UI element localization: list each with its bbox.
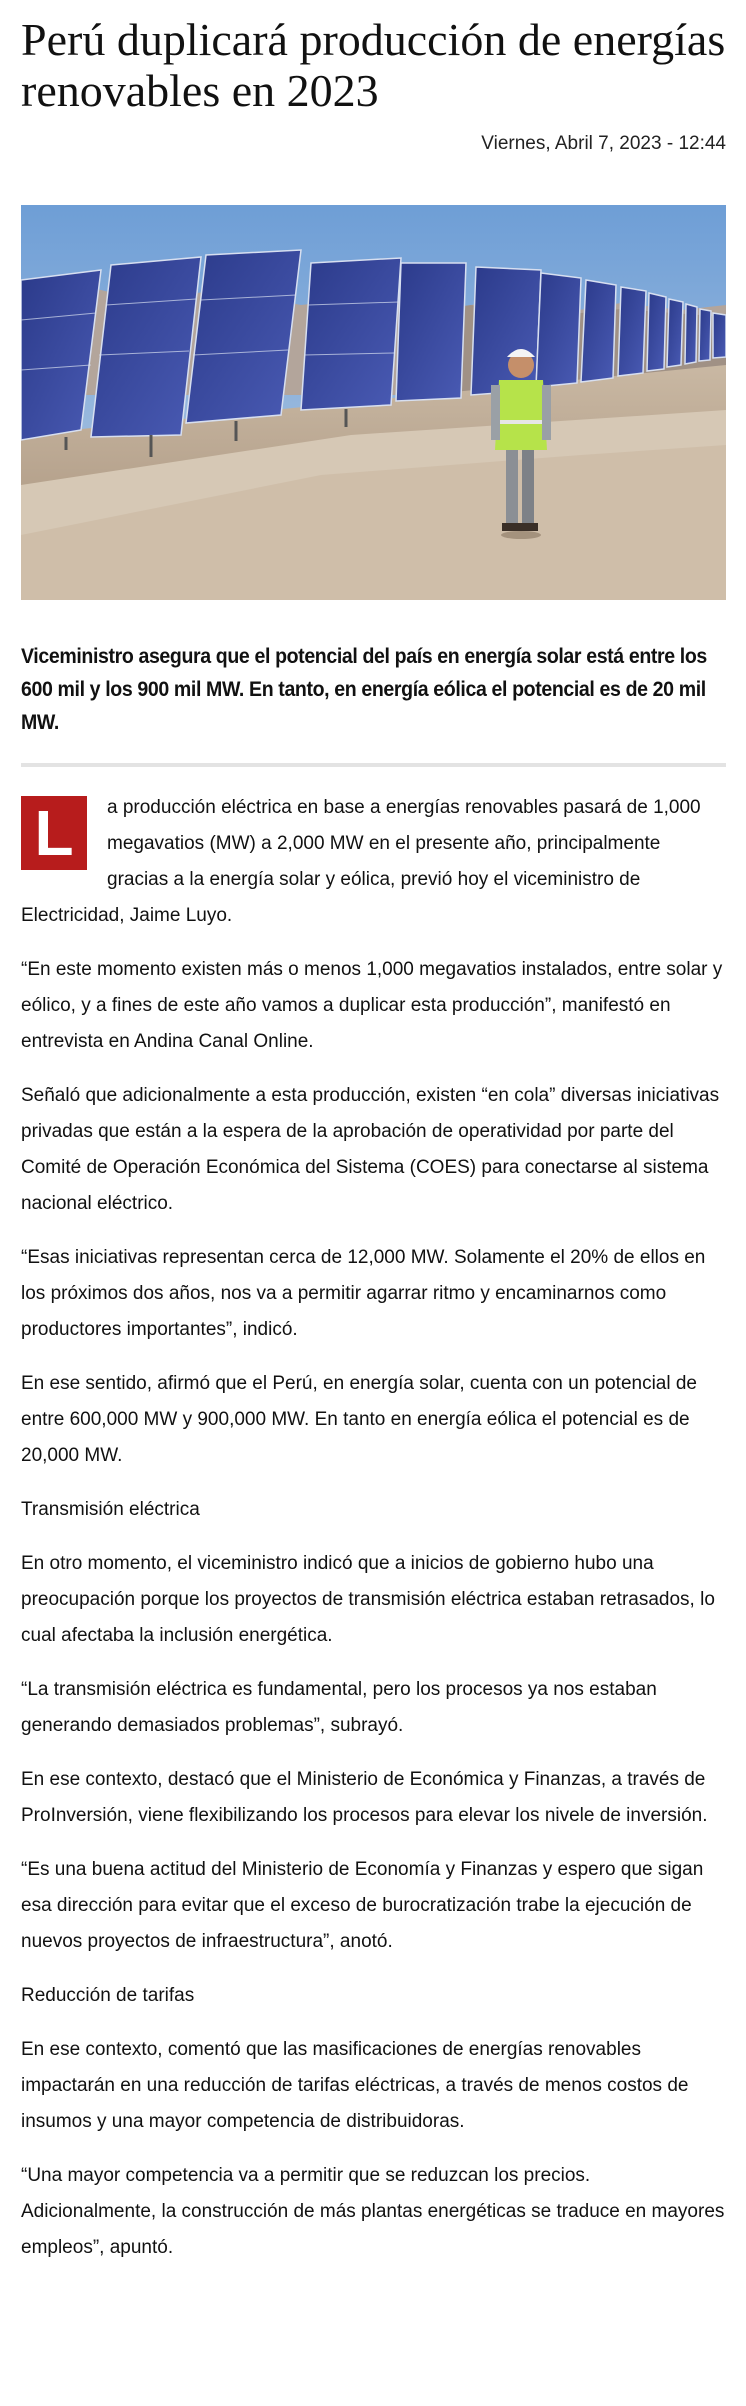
article-date: Viernes, Abril 7, 2023 - 12:44 bbox=[481, 133, 726, 154]
article-summary: Viceministro asegura que el potencial del país en energía solar está entre los 600 mil y los 900 mil MW. En tanto, en energía eólica el potencial es de 20 mil MW. bbox=[21, 645, 707, 734]
first-paragraph bbox=[21, 790, 726, 934]
article-title: Perú duplicará producción de energías renovables en 2023 bbox=[21, 14, 726, 116]
subheading-tarifas: Reducción de tarifas bbox=[21, 1985, 195, 2006]
paragraph: “Una mayor competencia va a permitir que se reduzcan los precios. Adicionalmente, la construcción de más plantas energéticas se traduce en mayores empleos”, apuntó. bbox=[21, 2165, 725, 2258]
divider bbox=[21, 763, 726, 767]
first-paragraph-text: a producción eléctrica en base a energías renovables pasará de 1,000 megavatios (MW) a 2,000 MW en el presente año, principalmente gracias a la energía solar y eólica, previó hoy el viceministro de Electricidad, Jaime Luyo. bbox=[21, 797, 701, 926]
solar-farm-photo-icon bbox=[21, 205, 726, 600]
paragraph: En ese contexto, destacó que el Ministerio de Económica y Finanzas, a través de ProInversión, viene flexibilizando los procesos para elevar los nivele de inversión. bbox=[21, 1769, 708, 1826]
article-body bbox=[21, 790, 726, 2284]
subheading-transmision: Transmisión eléctrica bbox=[21, 1499, 200, 1520]
paragraph: Señaló que adicionalmente a esta producción, existen “en cola” diversas iniciativas privadas que están a la espera de la aprobación de operatividad por parte del Comité de Operación Económica del Sistema (COES) para conectarse al sistema nacional eléctrico. bbox=[21, 1085, 720, 1214]
paragraph: “Esas iniciativas representan cerca de 12,000 MW. Solamente el 20% de ellos en los próximos dos años, nos va a permitir agarrar ritmo y encaminarnos como productores importantes”, indicó. bbox=[21, 1247, 706, 1340]
paragraph: “La transmisión eléctrica es fundamental, pero los procesos ya nos estaban generando demasiados problemas”, subrayó. bbox=[21, 1679, 657, 1736]
paragraph: En ese contexto, comentó que las masificaciones de energías renovables impactarán en una reducción de tarifas eléctricas, a través de menos costos de insumos y una mayor competencia de distribuidoras. bbox=[21, 2039, 689, 2132]
paragraph: En otro momento, el viceministro indicó que a inicios de gobierno hubo una preocupación porque los proyectos de transmisión eléctrica estaban retrasados, lo cual afectaba la inclusión energética. bbox=[21, 1553, 715, 1646]
paragraph: En ese sentido, afirmó que el Perú, en energía solar, cuenta con un potencial de entre 600,000 MW y 900,000 MW. En tanto en energía eólica el potencial es de 20,000 MW. bbox=[21, 1373, 698, 1466]
article-image bbox=[21, 205, 726, 600]
paragraph: “En este momento existen más o menos 1,000 megavatios instalados, entre solar y eólico, y a fines de este año vamos a duplicar esta producción”, manifestó en entrevista en Andina Canal Online. bbox=[21, 959, 723, 1052]
drop-cap: L bbox=[21, 796, 87, 870]
paragraph: “Es una buena actitud del Ministerio de Economía y Finanzas y espero que sigan esa dirección para evitar que el exceso de burocratización trabe la ejecución de nuevos proyectos de infraestructura”, anotó. bbox=[21, 1859, 704, 1952]
